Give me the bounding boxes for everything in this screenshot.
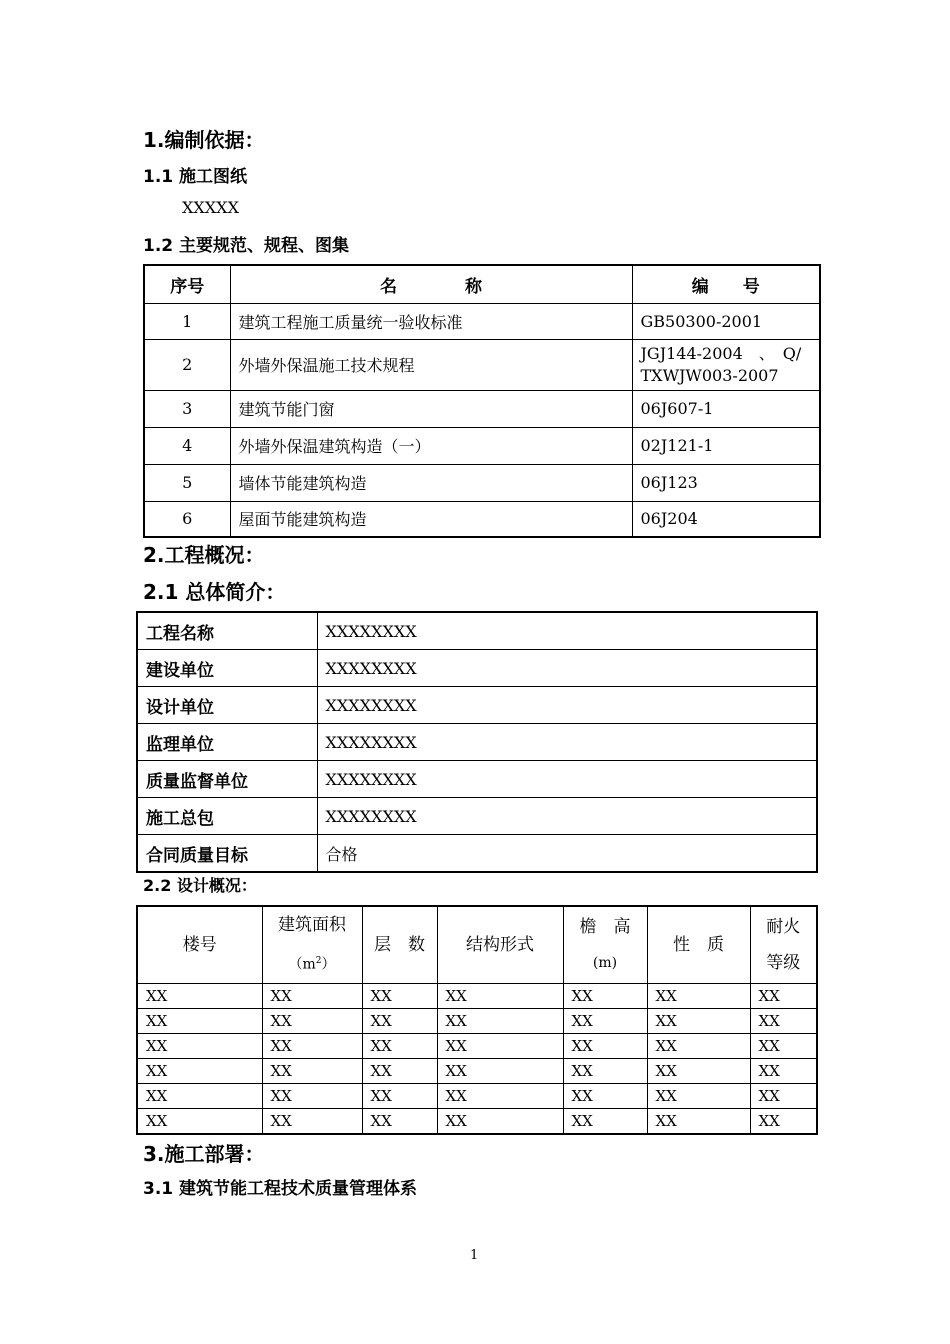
cell: XX (137, 1058, 262, 1083)
table-row (137, 724, 817, 761)
design-header-row (137, 906, 817, 983)
row-code: 06J204 (632, 501, 820, 537)
table-row (137, 798, 817, 835)
header-eave-line1: 檐 高 (579, 916, 631, 937)
cell: XX (362, 1108, 437, 1134)
table-row (144, 464, 820, 501)
overview-table (136, 611, 818, 873)
table-row (137, 835, 817, 873)
header-area-unit: $(m^2)$ (288, 956, 336, 973)
page-number: 1 (470, 1248, 479, 1263)
cell: XX (647, 1108, 750, 1134)
cell: XX (750, 1058, 817, 1083)
table-row (144, 390, 820, 427)
header-area-line1: 建筑面积 (278, 915, 346, 935)
header-name: 名 称 (230, 265, 632, 303)
header-eave-unit: (m) (592, 954, 618, 971)
row-code (632, 339, 820, 390)
table-row (144, 303, 820, 339)
table-row (137, 761, 817, 798)
row-no: 5 (144, 464, 230, 501)
cell: XX (647, 1083, 750, 1108)
cell: XX (262, 1083, 362, 1108)
cell: XX (137, 1083, 262, 1108)
table-row (144, 427, 820, 464)
overview-value: XXXXXXXX (317, 612, 817, 650)
header-structure: 结构形式 (437, 906, 563, 983)
table-row (137, 983, 817, 1008)
row-code: 02J121-1 (632, 427, 820, 464)
header-floors: 层 数 (362, 906, 437, 983)
row-no: 3 (144, 390, 230, 427)
header-fire-line1: 耐火 (766, 916, 801, 937)
standards-header-row (144, 265, 820, 303)
section-3-heading: 3.施工部署： (143, 1142, 265, 1166)
table-row (137, 650, 817, 687)
section-1-2-heading: 1.2 主要规范、规程、图集 (143, 236, 350, 256)
overview-key: 合同质量目标 (137, 835, 317, 873)
row-code-line1: JGJ144-2004 、 Q/ (640, 343, 802, 363)
cell: XX (262, 1008, 362, 1033)
row-code: 06J607-1 (632, 390, 820, 427)
overview-value: XXXXXXXX (317, 687, 817, 724)
section-3-1-heading: 3.1 建筑节能工程技术质量管理体系 (143, 1179, 418, 1199)
cell: XX (262, 983, 362, 1008)
table-row (137, 612, 817, 650)
section-1-heading: 1.编制依据： (143, 128, 265, 152)
row-name: 外墙外保温施工技术规程 (230, 339, 632, 390)
overview-key: 设计单位 (137, 687, 317, 724)
header-no: 序号 (144, 265, 230, 303)
cell: XX (262, 1108, 362, 1134)
cell: XX (750, 983, 817, 1008)
overview-key: 质量监督单位 (137, 761, 317, 798)
header-eave (563, 906, 647, 983)
row-no: 6 (144, 501, 230, 537)
cell: XX (262, 1058, 362, 1083)
overview-key: 监理单位 (137, 724, 317, 761)
row-code: GB50300-2001 (632, 303, 820, 339)
header-fire (750, 906, 817, 983)
cell: XX (750, 1033, 817, 1058)
cell: XX (563, 1033, 647, 1058)
table-row (137, 1008, 817, 1033)
design-table (136, 905, 818, 1135)
header-nature: 性 质 (647, 906, 750, 983)
section-2-2-heading: 2.2 设计概况： (143, 876, 257, 895)
cell: XX (137, 983, 262, 1008)
cell: XX (563, 1108, 647, 1134)
row-no: 4 (144, 427, 230, 464)
cell: XX (563, 1058, 647, 1083)
cell: XX (437, 1058, 563, 1083)
overview-key: 工程名称 (137, 612, 317, 650)
table-row (137, 687, 817, 724)
row-name: 建筑工程施工质量统一验收标准 (230, 303, 632, 339)
row-no: 1 (144, 303, 230, 339)
cell: XX (362, 1033, 437, 1058)
row-name: 墙体节能建筑构造 (230, 464, 632, 501)
header-area (262, 906, 362, 983)
cell: XX (647, 983, 750, 1008)
header-fire-line2: 等级 (766, 952, 801, 973)
section-2-heading: 2.工程概况： (143, 543, 265, 567)
cell: XX (647, 1033, 750, 1058)
cell: XX (647, 1008, 750, 1033)
cell: XX (563, 1008, 647, 1033)
overview-value: 合格 (317, 835, 817, 873)
section-2-1-heading: 2.1 总体简介： (143, 580, 286, 604)
row-name: 外墙外保温建筑构造（一） (230, 427, 632, 464)
cell: XX (437, 1008, 563, 1033)
overview-value: XXXXXXXX (317, 650, 817, 687)
overview-key: 建设单位 (137, 650, 317, 687)
cell: XX (262, 1033, 362, 1058)
overview-value: XXXXXXXX (317, 761, 817, 798)
header-code: 编 号 (632, 265, 820, 303)
cell: XX (647, 1058, 750, 1083)
cell: XX (362, 983, 437, 1008)
row-no: 2 (144, 339, 230, 390)
row-code-line2: TXWJW003-2007 (640, 365, 779, 385)
cell: XX (750, 1083, 817, 1108)
row-name: 建筑节能门窗 (230, 390, 632, 427)
cell: XX (750, 1008, 817, 1033)
row-name: 屋面节能建筑构造 (230, 501, 632, 537)
cell: XX (437, 1083, 563, 1108)
cell: XX (362, 1083, 437, 1108)
overview-value: XXXXXXXX (317, 798, 817, 835)
table-row (137, 1083, 817, 1108)
drawings-text: XXXXX (182, 198, 239, 217)
cell: XX (563, 983, 647, 1008)
cell: XX (362, 1058, 437, 1083)
table-row (144, 501, 820, 537)
table-row (137, 1058, 817, 1083)
table-row (137, 1033, 817, 1058)
table-row (144, 339, 820, 390)
section-1-1-heading: 1.1 施工图纸 (143, 167, 248, 187)
cell: XX (362, 1008, 437, 1033)
cell: XX (137, 1008, 262, 1033)
cell: XX (563, 1083, 647, 1108)
cell: XX (437, 983, 563, 1008)
cell: XX (137, 1033, 262, 1058)
overview-value: XXXXXXXX (317, 724, 817, 761)
standards-table (143, 264, 821, 538)
cell: XX (437, 1033, 563, 1058)
cell: XX (137, 1108, 262, 1134)
table-row (137, 1108, 817, 1134)
cell: XX (750, 1108, 817, 1134)
overview-key: 施工总包 (137, 798, 317, 835)
header-building: 楼号 (137, 906, 262, 983)
row-code: 06J123 (632, 464, 820, 501)
cell: XX (437, 1108, 563, 1134)
